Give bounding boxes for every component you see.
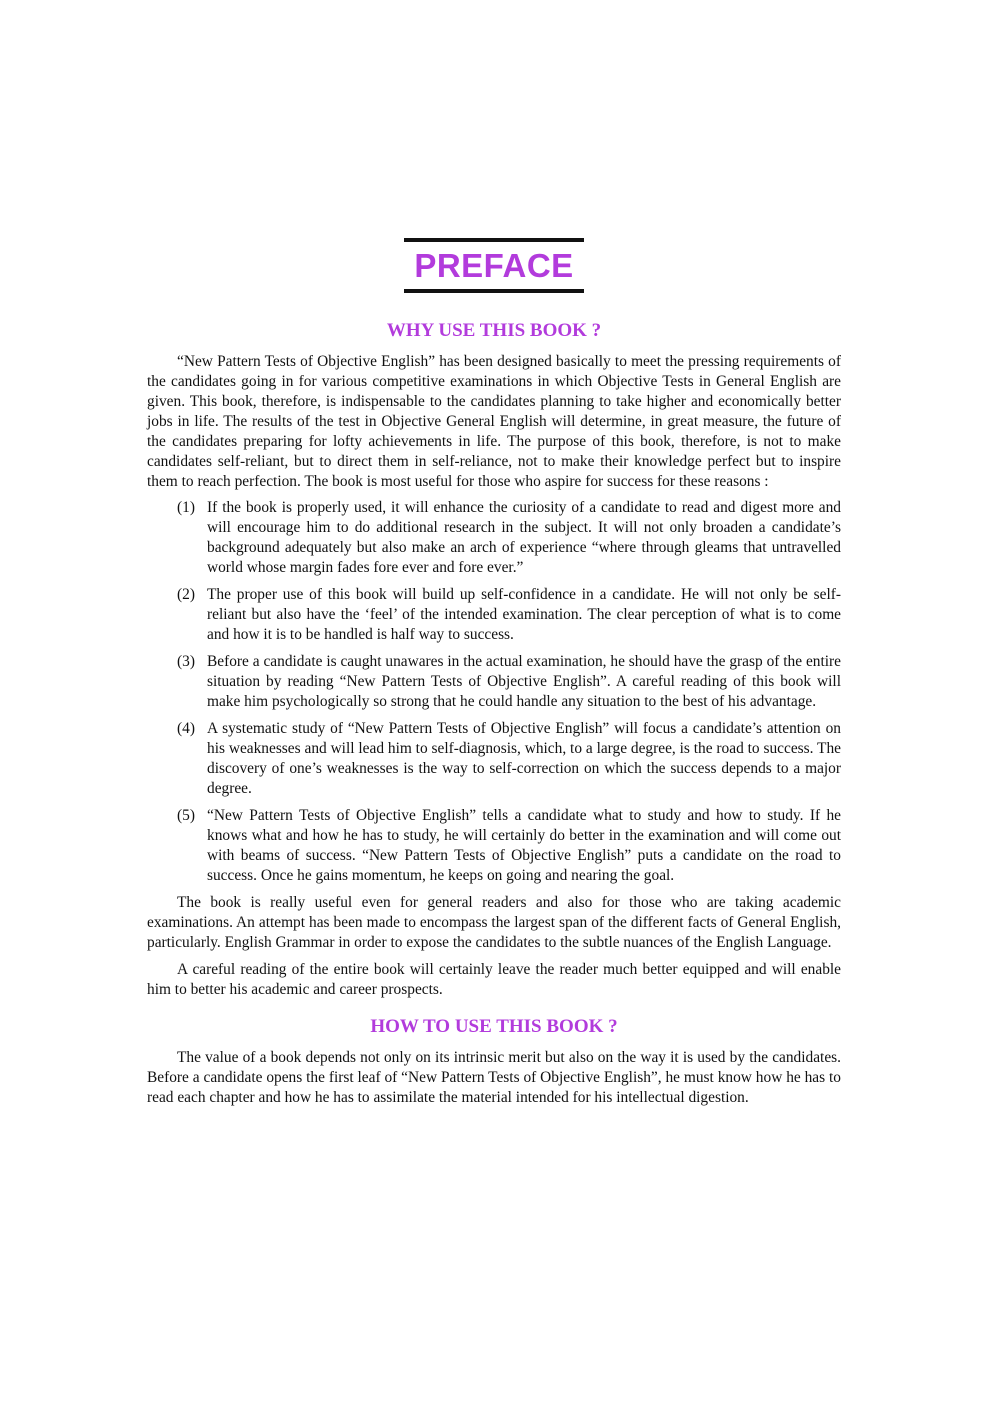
list-item-number: (3) [177, 653, 195, 670]
list-item-text: A systematic study of “New Pattern Tests of Objective English” will focus a candidate’s attention on his weaknesses and will lead him to self-diagnosis, which, to a large degree, is the road to success. The discovery of one’s weaknesses is the way to self-correction on which the success depends to a major degree. [207, 720, 841, 797]
section-heading-how: HOW TO USE THIS BOOK ? [370, 1016, 618, 1037]
list-item-text: Before a candidate is caught unawares in the actual examination, he should have the grasp of the entire situation by reading “New Pattern Tests of Objective English”. A careful reading of this book will make him psychologically so strong that he could handle any situation to the best of his advantage. [207, 653, 841, 710]
list-item [147, 806, 841, 886]
reasons-list [147, 498, 841, 886]
list-item-text: The proper use of this book will build up self-confidence in a candidate. He will not only be self-reliant but also have the ‘feel’ of the intended examination. The clear perception of what is to come and how it is to be handled is half way to success. [207, 586, 841, 643]
list-item [147, 652, 841, 712]
list-item [147, 585, 841, 645]
careful-reading-paragraph: A careful reading of the entire book will certainly leave the reader much better equipped and will enable him to better his academic and career prospects. [147, 961, 841, 998]
section-heading-why: WHY USE THIS BOOK ? [386, 320, 602, 341]
list-item [147, 498, 841, 578]
page-title-frame [404, 238, 584, 293]
value-paragraph: The value of a book depends not only on its intrinsic merit but also on the way it is used by the candidates. Before a candidate opens the first leaf of “New Pattern Tests of Objective English”, he must know how he has to read each chapter and how he has to assimilate the material intended for his intellectual digestion. [147, 1049, 841, 1106]
list-item-number: (1) [177, 499, 195, 516]
general-readers-paragraph: The book is really useful even for general readers and also for those who are taking academic examinations. An attempt has been made to encompass the largest span of the different facts of General English, particularly. English Grammar in order to expose the candidates to the subtle nuances of the English Language. [147, 894, 841, 951]
list-item-number: (5) [177, 807, 195, 824]
page-content [147, 316, 841, 1108]
list-item-number: (4) [177, 720, 195, 737]
page-title: PREFACE [414, 247, 574, 284]
list-item-text: If the book is properly used, it will enhance the curiosity of a candidate to read and digest more and will encourage him to do additional research in the subject. It will not only broaden a candidate’s background adequately but also make an arch of experience “where through gleams that untravelled world whose margin fades fore ever and fore ever.” [207, 499, 841, 576]
list-item-text: “New Pattern Tests of Objective English” tells a candidate what to study and how to study. If he knows what and how he has to study, he will certainly do better in the examination and will come out with beams of success. “New Pattern Tests of Objective English” puts a candidate on the road to success. Once he gains momentum, he keeps on going and nearing the goal. [207, 807, 841, 884]
list-item [147, 719, 841, 799]
list-item-number: (2) [177, 586, 195, 603]
intro-paragraph: “New Pattern Tests of Objective English” has been designed basically to meet the pressing requirements of the candidates going in for various competitive examinations in which Objective Tests in General English are given. This book, therefore, is indispensable to the candidates planning to take higher and economically better jobs in life. The results of the test in Objective General English will determine, in great measure, the future of the candidates preparing for lofty achievements in life. The purpose of this book, therefore, is not to make candidates self-reliant, but to direct them in self-reliance, not to make their knowledge perfect but to inspire them to reach perfection. The book is most useful for those who aspire for success for these reasons : [147, 353, 841, 490]
